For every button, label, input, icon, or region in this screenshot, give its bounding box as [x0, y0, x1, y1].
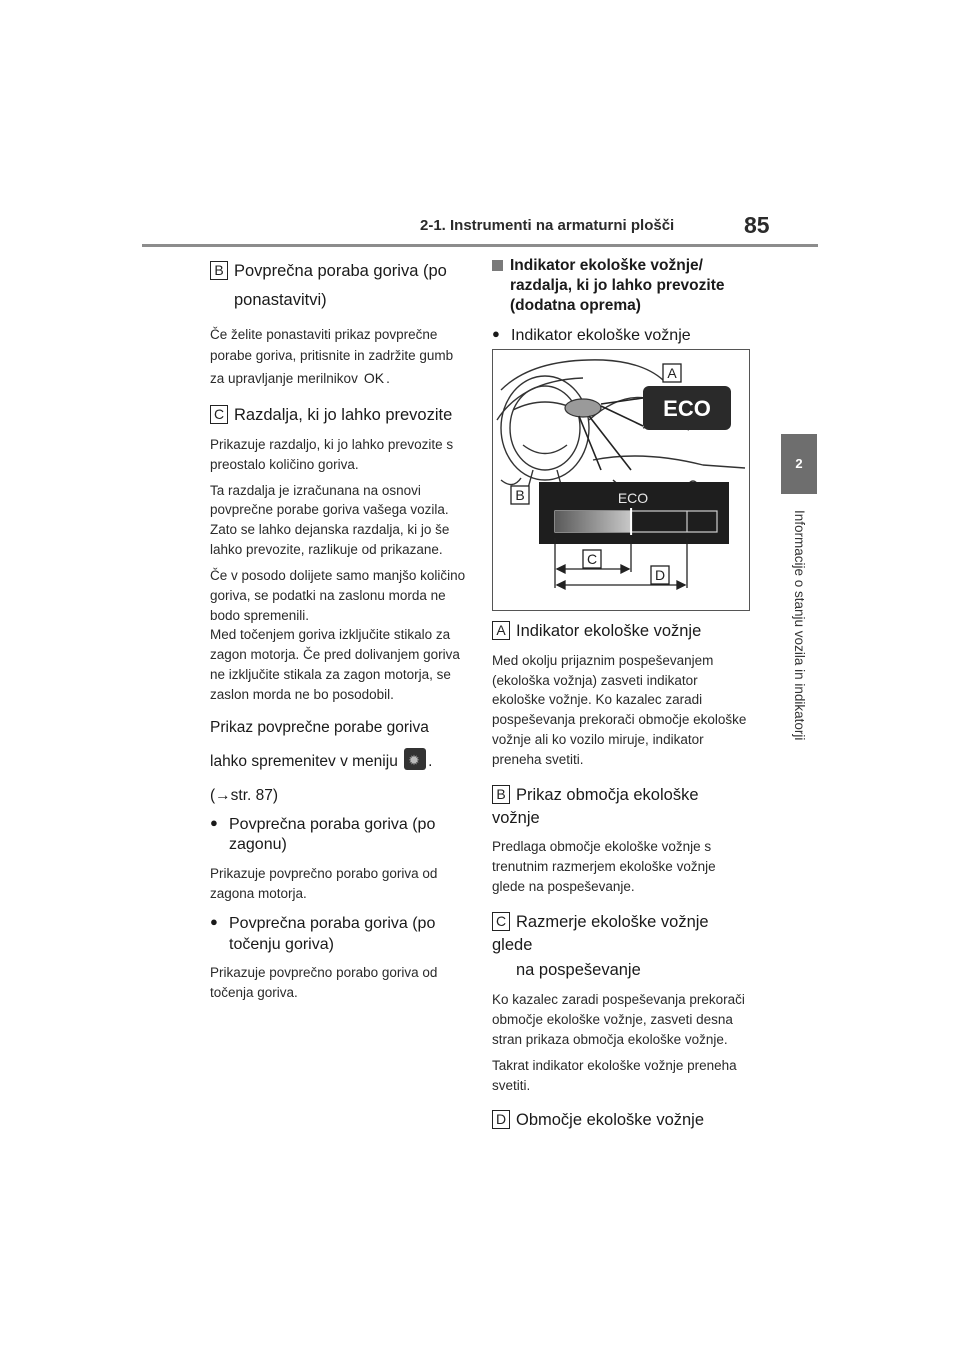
item-a-title: A Indikator ekološke vožnje	[492, 620, 750, 643]
right-column-bottom	[492, 620, 750, 1132]
bullet-after-refuel-title: ● Povprečna poraba goriva (po točenju goriva)	[210, 914, 470, 956]
eco-indicator-figure	[492, 349, 750, 611]
bullet-after-start-title: ● Povprečna poraba goriva (po zagonu)	[210, 815, 470, 857]
label-a: A	[492, 621, 510, 640]
item-c-text-3b: Med točenjem goriva izključite stikalo za zagon motorja. Če pred dolivanjem goriva ne izključite stikala za zagon motorja, se zaslon morda ne bo posodobil.	[210, 627, 460, 702]
item-c-eco-title: C Razmerje ekološke vožnje glede na pospeševanje	[492, 912, 709, 980]
label-d: D	[492, 1110, 510, 1129]
item-c-text-2: Ta razdalja je izračunana na osnovi povprečne porabe goriva vašega vozila. Zato se lahko dejanska razdalja, ki jo še lahko prevozite, razlikuje od prikazane.	[210, 482, 450, 558]
left-column	[210, 260, 470, 1003]
chapter-tab-number: 2	[781, 434, 817, 494]
figure-label-b: B	[515, 487, 525, 503]
figure-label-a: A	[667, 365, 677, 381]
menu-note: Prikaz povprečne porabe goriva lahko spremenitev v meniju ✹ . (→str. 87)	[210, 715, 470, 809]
item-b-eco-title: B Prikaz območja ekološke vožnje	[492, 785, 699, 827]
right-column-top	[492, 256, 750, 347]
item-c-eco-text-2: Takrat indikator ekološke vožnje preneha svetiti.	[492, 1057, 737, 1093]
bullet-after-refuel-text: Prikazuje povprečno porabo goriva od točenja goriva.	[210, 965, 438, 1001]
item-c-text-3a: Če v posodo dolijete samo manjšo količino goriva, se podatki na zaslonu morda ne bodo spremenili.	[210, 567, 466, 623]
page-reference: (→str. 87)	[210, 786, 279, 804]
item-c-title: C Razdalja, ki jo lahko prevozite	[210, 404, 470, 427]
section-title: 2-1. Instrumenti na armaturni plošči	[420, 217, 675, 234]
section-square-icon	[492, 260, 503, 271]
label-b-eco: B	[492, 785, 510, 804]
item-b-title: B Povprečna poraba goriva (po ponastavitvi)	[210, 260, 470, 312]
meter-highlight	[565, 399, 601, 417]
figure-label-d: D	[654, 567, 666, 583]
label-c-eco: C	[492, 912, 510, 931]
label-b: B	[210, 261, 228, 280]
page-number: 85	[744, 212, 770, 238]
eco-display-text: ECO	[617, 490, 649, 506]
chapter-tab-title: Informacije o stanju vozila in indikatorji	[792, 510, 807, 741]
figure-label-c: C	[586, 551, 598, 567]
label-c: C	[210, 405, 228, 424]
item-c-eco-text-1: Ko kazalec zaradi pospeševanja prekorači območje ekološke vožnje, zasveti desna stran prikaza območja ekološke vožnje.	[492, 992, 745, 1047]
item-c-text-1: Prikazuje razdaljo, ki jo lahko prevozite s preostalo količino goriva.	[210, 436, 454, 472]
item-d-title: D Območje ekološke vožnje	[492, 1109, 750, 1132]
eco-indicator-bullet: ● Indikator ekološke vožnje	[492, 326, 750, 347]
eco-badge-text: ECO	[663, 396, 711, 421]
header-rule	[142, 244, 818, 247]
eco-ratio-fill	[555, 511, 631, 532]
bullet-after-start-text: Prikazuje povprečno porabo goriva od zagona motorja.	[210, 866, 438, 901]
item-a-text: Med okolju prijaznim pospeševanjem (ekološka vožnja) zasveti indikator ekološke vožnje. Ko kazalec zaradi pospeševanja prekorači območje ekološke vožnje ali ko vozilo miruje, indikator preneha svetiti.	[492, 652, 747, 767]
eco-section-heading: Indikator ekološke vožnje/ razdalja, ki jo lahko prevozite (dodatna oprema)	[492, 256, 750, 316]
settings-gear-icon	[404, 748, 426, 770]
item-b-text: Če želite ponastaviti prikaz povprečne porabe goriva, pritisnite in zadržite gumb za upravljanje merilnikov OK .	[210, 326, 454, 387]
item-b-eco-text: Predlaga območje ekološke vožnje s trenutnim razmerjem ekološke vožnje glede na pospeševanje.	[492, 839, 716, 895]
ok-button-glyph: OK	[363, 370, 385, 387]
